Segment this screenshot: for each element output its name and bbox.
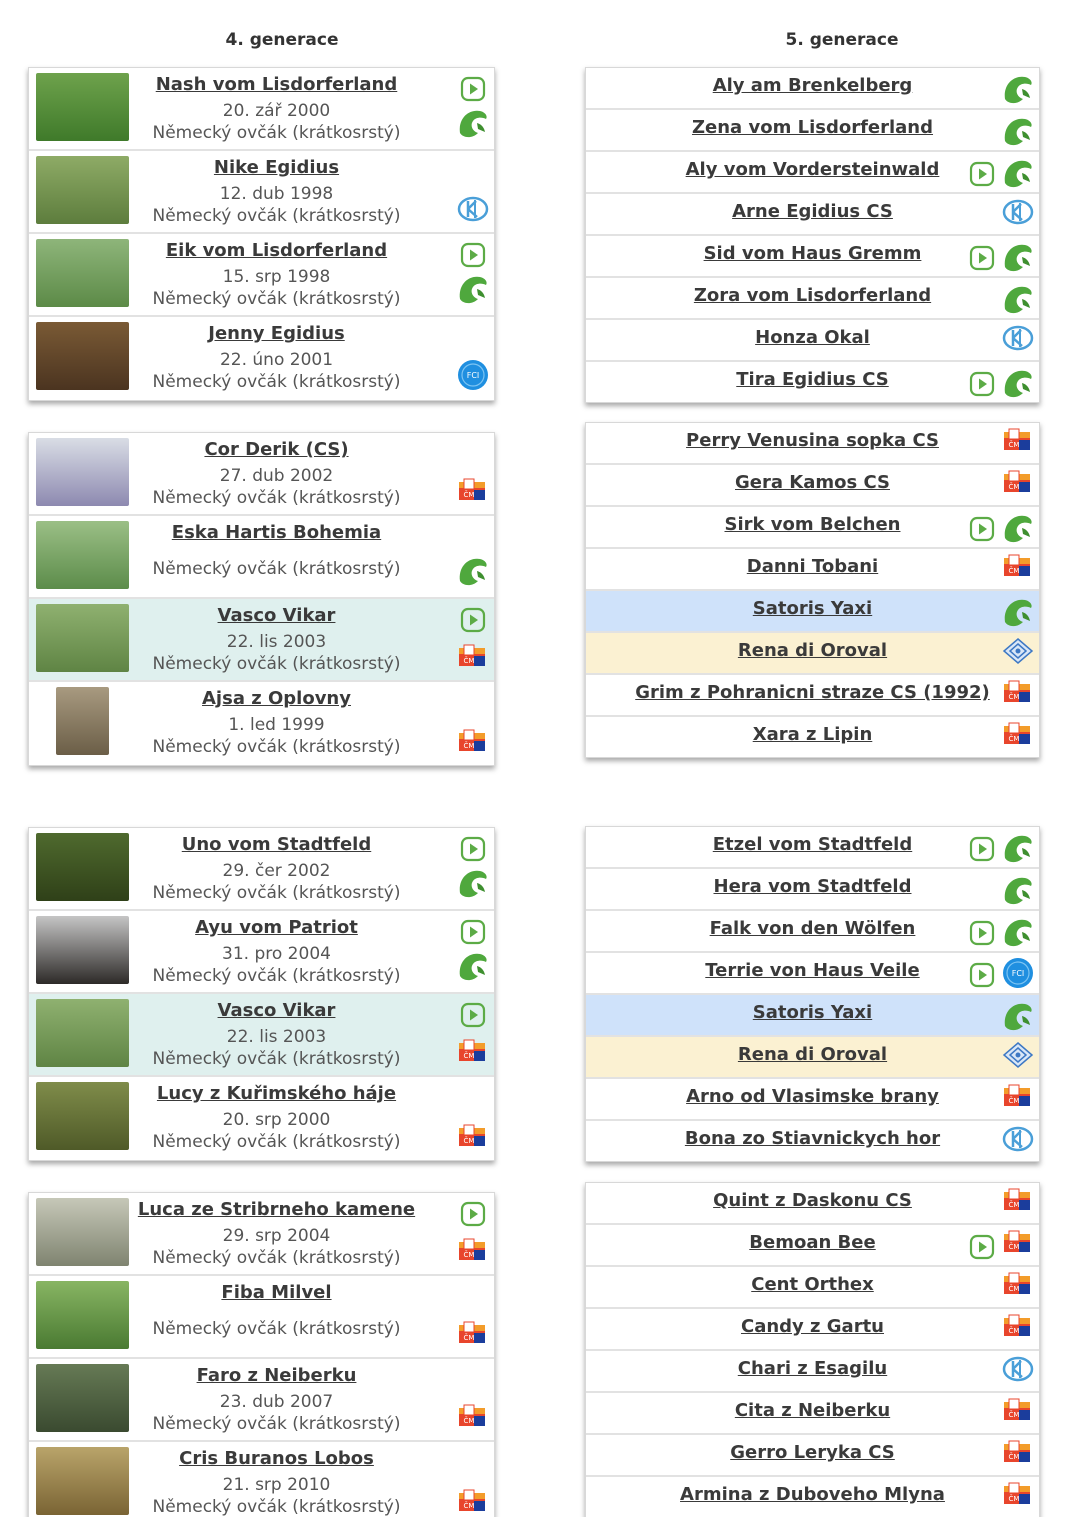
cmku-logo-icon: [456, 1319, 490, 1353]
gen4-card[interactable]: [29, 317, 494, 400]
svg-text:ČM: ČM: [1008, 483, 1020, 491]
fci-logo-icon: [456, 358, 490, 396]
birth-date: 15. srp 1998: [222, 267, 331, 287]
sv-logo-icon: [454, 105, 490, 145]
video-icon[interactable]: [969, 516, 995, 546]
dog-name-link[interactable]: Chari z Esagilu: [737, 1358, 888, 1379]
gen5-row[interactable]: [586, 1309, 1039, 1351]
kk-logo-icon: [456, 194, 490, 228]
gen5-row[interactable]: [586, 717, 1039, 759]
gen4-group-4: [28, 1192, 495, 1517]
svg-text:ČM: ČM: [1008, 1453, 1020, 1461]
gen5-row[interactable]: [586, 110, 1039, 152]
dog-photo[interactable]: [36, 239, 129, 307]
breed: Německý ovčák (krátkosrstý): [152, 289, 401, 309]
dog-photo[interactable]: [36, 916, 129, 984]
breed: Německý ovčák (krátkosrstý): [152, 488, 401, 508]
gen5-row[interactable]: [586, 1225, 1039, 1267]
svg-text:ČM: ČM: [463, 1334, 475, 1342]
birth-date: 29. srp 2004: [222, 1226, 331, 1246]
svg-text:ČM: ČM: [1008, 567, 1020, 575]
birth-date: 20. zář 2000: [222, 101, 331, 121]
breed: Německý ovčák (krátkosrstý): [152, 206, 401, 226]
svg-text:ČM: ČM: [463, 1052, 475, 1060]
sv-logo-icon: [999, 998, 1035, 1038]
svg-text:ČM: ČM: [463, 742, 475, 750]
svg-text:ČM: ČM: [463, 1251, 475, 1259]
dog-photo[interactable]: [36, 999, 129, 1067]
dog-name-link[interactable]: Aly vom Vordersteinwald: [685, 159, 940, 180]
breed: Německý ovčák (krátkosrstý): [152, 737, 401, 757]
cmku-logo-icon: [1001, 1312, 1035, 1346]
video-icon[interactable]: [969, 836, 995, 866]
cmku-logo-icon: [456, 1037, 490, 1071]
breed: Německý ovčák (krátkosrstý): [152, 654, 401, 674]
birth-date: 29. čer 2002: [222, 861, 331, 881]
breed: Německý ovčák (krátkosrstý): [152, 123, 401, 143]
dog-name-link[interactable]: Ayu vom Patriot: [195, 917, 358, 938]
gen5-row[interactable]: [586, 633, 1039, 675]
sv-logo-icon: [999, 830, 1035, 870]
dog-name-link[interactable]: Nike Egidius: [213, 157, 340, 178]
svg-text:ČM: ČM: [463, 657, 475, 665]
svg-text:ČM: ČM: [1008, 1411, 1020, 1419]
gen5-row[interactable]: [586, 1393, 1039, 1435]
dog-name-link[interactable]: Cor Derik (CS): [204, 439, 349, 460]
dog-photo[interactable]: [36, 1082, 129, 1150]
svg-text:ČM: ČM: [463, 1417, 475, 1425]
cmku-logo-icon: [456, 1487, 490, 1517]
dog-name-link[interactable]: Nash vom Lisdorferland: [155, 74, 398, 95]
gen4-card[interactable]: [29, 1276, 494, 1359]
sv-logo-icon: [454, 865, 490, 905]
cmku-logo-icon: [1001, 552, 1035, 586]
gen4-card[interactable]: [29, 234, 494, 317]
breed: Německý ovčák (krátkosrstý): [152, 1497, 401, 1517]
dog-photo[interactable]: [56, 687, 109, 755]
sv-logo-icon: [999, 155, 1035, 195]
gen5-row[interactable]: [586, 465, 1039, 507]
dog-name-link[interactable]: Satoris Yaxi: [752, 598, 873, 619]
dog-name-link[interactable]: Rena di Oroval: [737, 640, 888, 661]
gen4-card[interactable]: [29, 682, 494, 765]
gen4-group-2: [28, 432, 495, 766]
video-icon[interactable]: [460, 919, 486, 949]
dog-name-link[interactable]: Ajsa z Oplovny: [202, 688, 351, 709]
gen5-row[interactable]: [586, 869, 1039, 911]
dog-name-link[interactable]: Rena di Oroval: [737, 1044, 888, 1065]
gen4-card[interactable]: [29, 433, 494, 516]
cmku-logo-icon: [1001, 1480, 1035, 1514]
dog-name-link[interactable]: Cris Buranos Lobos: [179, 1448, 374, 1469]
birth-date: 21. srp 2010: [222, 1475, 331, 1495]
gen4-card[interactable]: [29, 516, 494, 599]
dog-name-link[interactable]: Terrie von Haus Veile: [705, 960, 920, 981]
gen5-group-3: [585, 826, 1040, 1162]
gen4-card[interactable]: [29, 68, 494, 151]
enci-logo-icon: [1001, 636, 1035, 670]
birth-date: 22. lis 2003: [226, 632, 327, 652]
dog-name-link[interactable]: Hera vom Stadtfeld: [713, 876, 912, 897]
gen5-row[interactable]: [586, 1183, 1039, 1225]
gen4-card[interactable]: [29, 1193, 494, 1276]
svg-text:ČM: ČM: [463, 491, 475, 499]
video-icon[interactable]: [460, 1201, 486, 1231]
video-icon[interactable]: [969, 371, 995, 401]
gen5-row[interactable]: [586, 1267, 1039, 1309]
cmku-logo-icon: [456, 476, 490, 510]
svg-text:ČM: ČM: [1008, 1201, 1020, 1209]
gen5-row[interactable]: [586, 236, 1039, 278]
gen4-card[interactable]: [29, 1359, 494, 1442]
video-icon[interactable]: [969, 920, 995, 950]
sv-logo-icon: [999, 510, 1035, 550]
dog-photo[interactable]: [36, 1447, 129, 1515]
gen5-row[interactable]: [586, 320, 1039, 362]
video-icon[interactable]: [460, 76, 486, 106]
dog-photo[interactable]: [36, 1198, 129, 1266]
svg-text:ČM: ČM: [1008, 735, 1020, 743]
svg-text:ČM: ČM: [463, 1137, 475, 1145]
dog-name-link[interactable]: Danni Tobani: [746, 556, 879, 577]
dog-name-link[interactable]: Uno vom Stadtfeld: [181, 834, 372, 855]
svg-text:FCI: FCI: [466, 371, 480, 380]
sv-logo-icon: [999, 71, 1035, 111]
dog-photo[interactable]: [36, 1364, 129, 1432]
birth-date: 23. dub 2007: [219, 1392, 334, 1412]
gen5-row[interactable]: [586, 194, 1039, 236]
video-icon[interactable]: [460, 607, 486, 637]
cmku-logo-icon: [1001, 1082, 1035, 1116]
cmku-logo-icon: [456, 1122, 490, 1156]
gen5-row[interactable]: [586, 1079, 1039, 1121]
dog-name-link[interactable]: Faro z Neiberku: [196, 1365, 357, 1386]
gen4-card[interactable]: [29, 151, 494, 234]
birth-date: 1. led 1999: [228, 715, 325, 735]
gen5-row[interactable]: [586, 675, 1039, 717]
kk-logo-icon: [1001, 197, 1035, 231]
cmku-logo-icon: [1001, 426, 1035, 460]
gen4-group-3: [28, 827, 495, 1161]
dog-name-link[interactable]: Zena vom Lisdorferland: [691, 117, 934, 138]
cmku-logo-icon: [456, 727, 490, 761]
breed: Německý ovčák (krátkosrstý): [152, 1248, 401, 1268]
gen5-row[interactable]: [586, 278, 1039, 320]
dog-name-link[interactable]: Gera Kamos CS: [735, 472, 890, 493]
dog-name-link[interactable]: Arne Egidius CS: [732, 201, 893, 222]
dog-name-link[interactable]: Lucy z Kuřimského háje: [156, 1083, 397, 1104]
sv-logo-icon: [999, 281, 1035, 321]
sv-logo-icon: [454, 948, 490, 988]
svg-text:ČM: ČM: [1008, 1495, 1020, 1503]
kk-logo-icon: [1001, 1354, 1035, 1388]
svg-text:ČM: ČM: [1008, 1327, 1020, 1335]
dog-photo[interactable]: [36, 604, 129, 672]
dog-name-link[interactable]: Cita z Neiberku: [734, 1400, 891, 1421]
sv-logo-icon: [999, 239, 1035, 279]
birth-date: 22. lis 2003: [226, 1027, 327, 1047]
cmku-logo-icon: [1001, 1438, 1035, 1472]
gen5-row[interactable]: [586, 1121, 1039, 1163]
dog-photo[interactable]: [36, 322, 129, 390]
cmku-logo-icon: [456, 1236, 490, 1270]
sv-logo-icon: [454, 271, 490, 311]
gen4-card[interactable]: [29, 994, 494, 1077]
video-icon[interactable]: [969, 962, 995, 992]
cmku-logo-icon: [1001, 1186, 1035, 1220]
sv-logo-icon: [454, 553, 490, 593]
sv-logo-icon: [999, 365, 1035, 405]
dog-name-link[interactable]: Bona zo Stiavnickych hor: [684, 1128, 941, 1149]
gen5-row[interactable]: [586, 152, 1039, 194]
breed: Německý ovčák (krátkosrstý): [152, 1132, 401, 1152]
gen5-row[interactable]: [586, 953, 1039, 995]
birth-date: 20. srp 2000: [222, 1110, 331, 1130]
video-icon[interactable]: [460, 1002, 486, 1032]
birth-date: 22. úno 2001: [219, 350, 334, 370]
cmku-logo-icon: [456, 642, 490, 676]
dog-name-link[interactable]: Armina z Duboveho Mlyna: [680, 1484, 945, 1505]
gen5-row[interactable]: [586, 911, 1039, 953]
gen5-row[interactable]: [586, 995, 1039, 1037]
dog-name-link[interactable]: Eska Hartis Bohemia: [171, 522, 382, 543]
svg-text:FCI: FCI: [1011, 969, 1025, 978]
gen4-card[interactable]: [29, 1077, 494, 1160]
cmku-logo-icon: [1001, 678, 1035, 712]
dog-name-link[interactable]: Etzel vom Stadtfeld: [712, 834, 913, 855]
video-icon[interactable]: [969, 161, 995, 191]
dog-name-link[interactable]: Cent Orthex: [751, 1274, 874, 1295]
kk-logo-icon: [1001, 1124, 1035, 1158]
svg-text:ČM: ČM: [1008, 693, 1020, 701]
breed: Německý ovčák (krátkosrstý): [152, 1049, 401, 1069]
dog-name-link[interactable]: Fiba Milvel: [221, 1282, 332, 1303]
dog-name-link[interactable]: Satoris Yaxi: [752, 1002, 873, 1023]
svg-text:ČM: ČM: [1008, 1285, 1020, 1293]
birth-date: 27. dub 2002: [219, 466, 334, 486]
dog-name-link[interactable]: Xara z Lipin: [752, 724, 873, 745]
video-icon[interactable]: [460, 836, 486, 866]
dog-name-link[interactable]: Grim z Pohranicni straze CS (1992): [635, 682, 990, 703]
gen5-row[interactable]: [586, 827, 1039, 869]
dog-name-link[interactable]: Vasco Vikar: [217, 1000, 336, 1021]
dog-photo[interactable]: [36, 438, 129, 506]
gen5-row[interactable]: [586, 1351, 1039, 1393]
dog-name-link[interactable]: Candy z Gartu: [740, 1316, 884, 1337]
birth-date: 12. dub 1998: [219, 184, 334, 204]
gen5-row[interactable]: [586, 591, 1039, 633]
dog-name-link[interactable]: Sirk vom Belchen: [724, 514, 901, 535]
dog-photo[interactable]: [36, 833, 129, 901]
cmku-logo-icon: [1001, 1228, 1035, 1262]
dog-name-link[interactable]: Tira Egidius CS: [736, 369, 889, 390]
cmku-logo-icon: [456, 1402, 490, 1436]
gen4-card[interactable]: [29, 911, 494, 994]
gen5-row[interactable]: [586, 1477, 1039, 1517]
gen5-group-4: [585, 1182, 1040, 1517]
dog-photo[interactable]: [36, 73, 129, 141]
birth-date: 31. pro 2004: [222, 944, 331, 964]
gen5-row[interactable]: [586, 362, 1039, 404]
gen4-group-1: [28, 67, 495, 401]
gen5-row[interactable]: [586, 507, 1039, 549]
gen4-card[interactable]: [29, 828, 494, 911]
sv-logo-icon: [999, 872, 1035, 912]
gen5-row[interactable]: [586, 1037, 1039, 1079]
dog-name-link[interactable]: Sid vom Haus Gremm: [703, 243, 922, 264]
gen5-group-2: [585, 422, 1040, 758]
dog-photo[interactable]: [36, 521, 129, 589]
dog-name-link[interactable]: Jenny Egidius: [208, 323, 345, 344]
gen5-row[interactable]: [586, 549, 1039, 591]
breed: Německý ovčák (krátkosrstý): [152, 372, 401, 392]
breed: Německý ovčák (krátkosrstý): [152, 883, 401, 903]
dog-name-link[interactable]: Eik vom Lisdorferland: [165, 240, 388, 261]
cmku-logo-icon: [1001, 1396, 1035, 1430]
svg-text:ČM: ČM: [1008, 1097, 1020, 1105]
dog-name-link[interactable]: Quint z Daskonu CS: [713, 1190, 912, 1211]
breed: Německý ovčák (krátkosrstý): [152, 1319, 401, 1339]
dog-name-link[interactable]: Perry Venusina sopka CS: [686, 430, 939, 451]
enci-logo-icon: [1001, 1040, 1035, 1074]
dog-name-link[interactable]: Bemoan Bee: [749, 1232, 876, 1253]
breed: Německý ovčák (krátkosrstý): [152, 559, 401, 579]
svg-text:ČM: ČM: [463, 1502, 475, 1510]
breed: Německý ovčák (krátkosrstý): [152, 966, 401, 986]
dog-name-link[interactable]: Honza Okal: [755, 327, 870, 348]
cmku-logo-icon: [1001, 720, 1035, 754]
video-icon[interactable]: [460, 242, 486, 272]
kk-logo-icon: [1001, 323, 1035, 357]
dog-name-link[interactable]: Zora vom Lisdorferland: [693, 285, 932, 306]
video-icon[interactable]: [969, 1234, 995, 1264]
cmku-logo-icon: [1001, 468, 1035, 502]
gen5-row[interactable]: [586, 1435, 1039, 1477]
dog-photo[interactable]: [36, 1281, 129, 1349]
sv-logo-icon: [999, 594, 1035, 634]
gen4-heading: 4. generace: [225, 30, 339, 50]
gen5-row[interactable]: [586, 68, 1039, 110]
dog-name-link[interactable]: Gerro Leryka CS: [730, 1442, 895, 1463]
fci-logo-icon: [1001, 956, 1035, 994]
gen5-row[interactable]: [586, 423, 1039, 465]
svg-text:ČM: ČM: [1008, 1243, 1020, 1251]
sv-logo-icon: [999, 914, 1035, 954]
dog-name-link[interactable]: Vasco Vikar: [217, 605, 336, 626]
gen4-card[interactable]: [29, 1442, 494, 1517]
video-icon[interactable]: [969, 245, 995, 275]
gen5-group-1: [585, 67, 1040, 403]
dog-photo[interactable]: [36, 156, 129, 224]
dog-name-link[interactable]: Arno od Vlasimske brany: [686, 1086, 939, 1107]
dog-name-link[interactable]: Falk von den Wölfen: [709, 918, 916, 939]
gen4-card[interactable]: [29, 599, 494, 682]
sv-logo-icon: [999, 113, 1035, 153]
dog-name-link[interactable]: Luca ze Stribrneho kamene: [137, 1199, 416, 1220]
dog-name-link[interactable]: Aly am Brenkelberg: [712, 75, 913, 96]
gen5-heading: 5. generace: [785, 30, 899, 50]
breed: Německý ovčák (krátkosrstý): [152, 1414, 401, 1434]
cmku-logo-icon: [1001, 1270, 1035, 1304]
svg-text:ČM: ČM: [1008, 441, 1020, 449]
